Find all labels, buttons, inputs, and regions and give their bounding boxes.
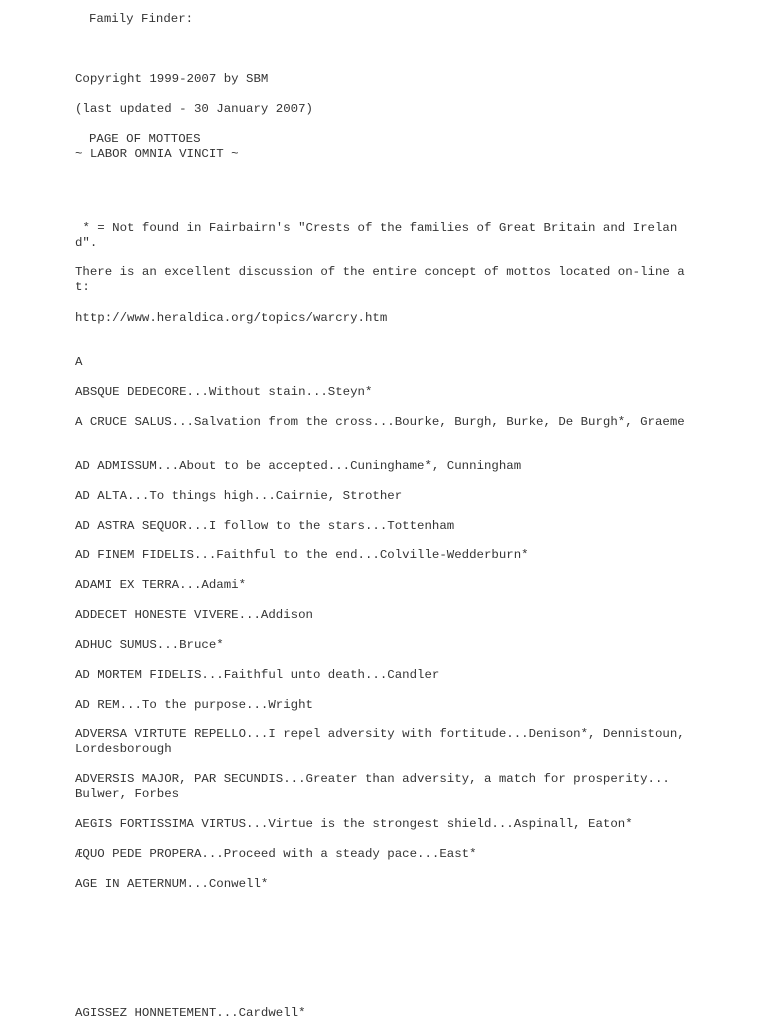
motto-entry: ADHUC SUMUS...Bruce*	[75, 638, 224, 652]
page-heading: PAGE OF MOTTOES	[89, 132, 201, 146]
motto-entry: ÆQUO PEDE PROPERA...Proceed with a steady pace...East*	[75, 847, 477, 861]
motto-entry: ADDECET HONESTE VIVERE...Addison	[75, 608, 313, 622]
page-title: Family Finder:	[89, 12, 194, 26]
last-updated-line: (last updated - 30 January 2007)	[75, 102, 313, 116]
motto-entry: AD MORTEM FIDELIS...Faithful unto death...Candler	[75, 668, 440, 682]
copyright-line: Copyright 1999-2007 by SBM	[75, 72, 269, 86]
motto-entry: AGE IN AETERNUM...Conwell*	[75, 877, 269, 891]
page-motto: ~ LABOR OMNIA VINCIT ~	[75, 147, 239, 161]
motto-entry: AD FINEM FIDELIS...Faithful to the end...Colville-Wedderburn*	[75, 548, 529, 562]
motto-entry: ABSQUE DEDECORE...Without stain...Steyn*	[75, 385, 373, 399]
motto-entry: ADAMI EX TERRA...Adami*	[75, 578, 247, 592]
section-letter: A	[75, 355, 83, 369]
reference-url[interactable]: http://www.heraldica.org/topics/warcry.htm	[75, 311, 388, 325]
motto-entry: ADVERSA VIRTUTE REPELLO...I repel adversity with fortitude...Denison*, Dennistoun, Lordesborough	[75, 727, 693, 756]
footnote-legend: * = Not found in Fairbairn's "Crests of the families of Great Britain and Ireland".	[75, 221, 678, 250]
motto-entry: AD ADMISSUM...About to be accepted...Cuninghame*, Cunningham	[75, 459, 522, 473]
motto-entry: AD REM...To the purpose...Wright	[75, 698, 313, 712]
motto-entry: AGISSEZ HONNETEMENT...Cardwell*	[75, 1006, 306, 1020]
motto-entry: AEGIS FORTISSIMA VIRTUS...Virtue is the strongest shield...Aspinall, Eaton*	[75, 817, 633, 831]
motto-entry: A CRUCE SALUS...Salvation from the cross...Bourke, Burgh, Burke, De Burgh*, Graeme	[75, 415, 685, 429]
discussion-note: There is an excellent discussion of the entire concept of mottos located on-line at:	[75, 265, 685, 294]
motto-entry: AD ASTRA SEQUOR...I follow to the stars...Tottenham	[75, 519, 455, 533]
motto-entry: AD ALTA...To things high...Cairnie, Strother	[75, 489, 403, 503]
motto-entry: ADVERSIS MAJOR, PAR SECUNDIS...Greater than adversity, a match for prosperity... Bulwer, Forbes	[75, 772, 670, 801]
